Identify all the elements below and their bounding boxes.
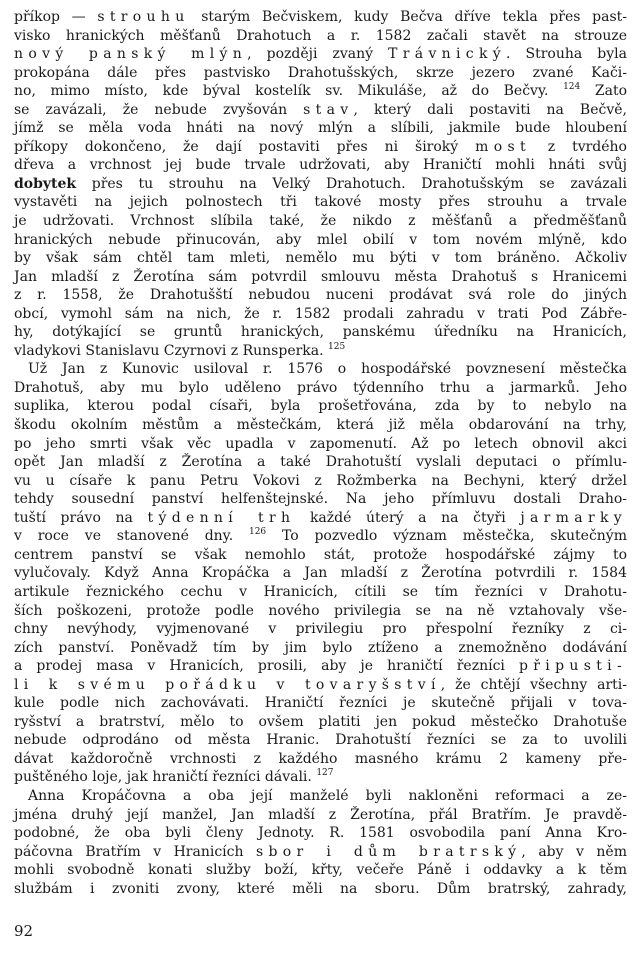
text-segment: suplika, kterou podal císaři, byla prošetřována, zda by to nebylo na xyxy=(14,398,627,415)
text-segment: z r. 1558, že Drahotušští nebudou nuceni prodávat svá role do jiných xyxy=(14,287,627,304)
text-segment: , později zvaný xyxy=(247,46,389,63)
text-segment: a prodej masa v Hranicích, prosili, aby je hraničtí řezníci xyxy=(14,658,519,675)
text-line xyxy=(14,453,627,472)
text-line xyxy=(14,323,627,342)
text-line xyxy=(14,843,627,862)
text-line xyxy=(14,193,627,212)
text-segment: vu u císaře k panu Petru Vokovi z Rožmberka na Bechyni, který držel xyxy=(14,472,627,489)
emphasized-text: sbor i dům bratrský xyxy=(255,843,522,860)
text-segment: no, mimo místo, kde býval kostelík sv. Mikuláše, až do Bečvy. xyxy=(14,83,564,100)
text-segment: nebude odprodáno od města Hranic. Drahotuští řezníci se za to uvolili xyxy=(14,732,627,749)
text-segment: Jan mladší z Žerotína sám potvrdil smlouvu města Drahotuš s Hranicemi xyxy=(14,268,627,285)
text-line xyxy=(14,212,627,231)
text-line xyxy=(14,305,627,324)
text-segment: dřeva a vrchnost jej bude trvale udržovati, aby Hraničtí mohli hnáti svůj xyxy=(14,157,627,174)
page-number: 92 xyxy=(14,922,34,940)
text-line xyxy=(14,806,627,825)
emphasized-text: stav xyxy=(303,101,354,118)
text-segment: hy, dotýkající se gruntů hranických, panskému úředníku na Hranicích, xyxy=(14,324,627,341)
text-segment: , který dali postaviti na Bečvě, xyxy=(353,101,627,118)
emphasized-text: strouhu xyxy=(97,9,190,25)
text-segment: ryšství a bratrství, mělo to ovšem platiti jen pokud městečko Drahotuše xyxy=(14,713,627,730)
footnote-reference: 125 xyxy=(328,341,346,352)
text-line xyxy=(14,101,627,120)
text-line xyxy=(14,286,627,305)
text-line xyxy=(14,620,627,639)
text-line xyxy=(14,676,627,695)
text-line xyxy=(14,342,627,361)
text-segment: páčovna Bratřím v Hranicích xyxy=(14,843,256,860)
emphasized-text: připusti- xyxy=(518,658,627,675)
text-segment: Zato xyxy=(580,83,627,100)
text-segment: centrem panství se však nemohlo stát, protože hospodářské zájmy to xyxy=(14,546,627,563)
text-segment: obcí, vymohl sám na nich, že r. 1582 prodali zahradu v trati Pod Zábře- xyxy=(14,305,627,322)
text-segment: kule podle nich zachovávati. Hraničtí řezníci je skutečně přijali v tova- xyxy=(14,695,627,712)
text-line xyxy=(14,527,627,546)
emphasized-text: li k svému pořádku v tovaryšství xyxy=(14,676,441,693)
text-segment: vylučovaly. Když Anna Kropáčka a Jan mladší z Žerotína potvrdili r. 1584 xyxy=(14,565,627,582)
text-line xyxy=(14,490,627,509)
text-segment: příkop — xyxy=(14,9,98,25)
text-segment: jímž se měla voda hnáti na nový mlýn a slíbili, jakmile bude hloubení xyxy=(14,120,627,137)
text-line xyxy=(14,472,627,491)
text-segment: hranických nebude přinucován, aby mlel obilí v tom novém mlýně, kdo xyxy=(14,231,627,248)
emphasized-text: týdenní trh xyxy=(147,509,296,526)
emphasized-text: Trávnický xyxy=(388,46,507,63)
text-segment: dávat každoročně vrchnosti z každého masného krámu 2 kameny pře- xyxy=(14,750,627,767)
text-segment: , aby v něm xyxy=(521,843,627,860)
text-segment: vladykovi Stanislavu Czyrnovi z Runsperka. xyxy=(14,342,329,359)
text-line xyxy=(14,82,627,101)
text-line xyxy=(14,156,627,175)
text-line xyxy=(14,397,627,416)
text-line xyxy=(14,64,627,83)
text-line xyxy=(14,379,627,398)
text-segment: tehdy sousední panství helfenštejnské. Na jeho přímluvu dostali Draho- xyxy=(14,491,627,508)
text-segment: tuští právo na xyxy=(14,509,148,526)
text-segment: Anna Kropáčovna a oba její manželé byli nakloněni reformaci a ze- xyxy=(28,787,627,804)
text-segment: službám i zvoniti zvony, které měli na sboru. Dům bratrský, zahrady, xyxy=(14,880,627,897)
text-line xyxy=(14,435,627,454)
text-line xyxy=(14,175,627,194)
emphasized-text: jarmarky xyxy=(520,509,627,526)
text-line xyxy=(14,602,627,621)
emphasized-text: most xyxy=(475,138,531,155)
text-segment: každé úterý a na čtyři xyxy=(295,509,521,526)
text-line xyxy=(14,8,627,27)
text-segment: , že chtějí všechny arti- xyxy=(440,676,627,693)
text-segment: Už Jan z Kunovic usiloval r. 1576 o hospodářské povznesení městečka xyxy=(28,361,627,378)
text-segment: v roce ve stanovené dny. xyxy=(14,528,249,545)
text-segment: starým Bečviskem, kudy Bečva dříve tekla přes past- xyxy=(189,9,627,25)
text-segment: artikule řeznického cechu v Hranicích, cítili se tím řezníci v Drahotu- xyxy=(14,583,627,600)
text-line xyxy=(14,861,627,880)
text-line xyxy=(14,713,627,732)
text-segment: podobné, že oba byli členy Jednoty. R. 1581 osvobodila paní Anna Kro- xyxy=(14,825,627,842)
text-line xyxy=(14,249,627,268)
text-line xyxy=(14,639,627,658)
text-line xyxy=(14,509,627,528)
text-segment: dobytek xyxy=(14,175,77,192)
text-segment: puštěného loje, jak hraničtí řezníci dávali. xyxy=(14,769,317,786)
text-segment: ších poškozeni, protože podle nového privilegia se na ně vztahovaly vše- xyxy=(14,602,627,619)
text-segment: by však sám chtěl tam mleti, nemělo mu býti v tom bráněno. Ačkoliv xyxy=(14,250,627,267)
text-segment: chny nevýhody, vyjmenované v privilegiu pro přespolní řezníky z ci- xyxy=(14,621,627,638)
text-segment: vystavěti na jejich polnostech tři takové mosty přes strouhu a trvale xyxy=(14,194,627,211)
text-segment: je udržovati. Vrchnost slíbila také, že nikdo z měšťanů a předměšťanů xyxy=(14,213,627,230)
footnote-reference: 126 xyxy=(248,527,267,538)
text-line xyxy=(14,694,627,713)
text-line xyxy=(14,138,627,157)
text-segment: opět Jan mladší z Žerotína a také Drahotuští vyslali deputaci o přímlu- xyxy=(14,454,627,471)
text-line xyxy=(14,880,627,899)
text-segment: prokopána dále přes pastvisko Drahotušských, skrze jezero zvané Kači- xyxy=(14,64,627,81)
text-line xyxy=(14,768,627,787)
text-line xyxy=(14,750,627,769)
text-segment: škodu okolním městům a městečkám, která již měla obdarování na trhy, xyxy=(14,417,627,434)
footnote-reference: 124 xyxy=(563,82,581,93)
footnote-reference: 127 xyxy=(316,768,334,779)
text-segment: Drahotuš, aby mu bylo uděleno právo týdenního trhu a jarmarků. Jeho xyxy=(14,379,627,396)
text-line xyxy=(14,231,627,250)
text-segment: z tvrdého xyxy=(530,138,627,155)
text-line xyxy=(14,583,627,602)
text-segment: zích panství. Poněvadž tím by jim bylo ztíženo a znemožněno dodávání xyxy=(14,639,627,656)
text-segment: příkopy dokončeno, že dají postaviti přes ni široký xyxy=(14,138,476,155)
text-line xyxy=(14,546,627,565)
text-line xyxy=(14,657,627,676)
text-segment: . Strouha byla xyxy=(506,46,627,63)
text-segment: mohli svobodně konati služby boží, křty, večeře Páně i oddavky a k těm xyxy=(14,862,627,879)
text-line xyxy=(14,824,627,843)
text-line xyxy=(14,119,627,138)
text-segment: po jeho smrti však věc upadla v zapomenutí. Až po letech obnovil akci xyxy=(14,435,627,452)
text-segment: jména druhý její manžel, Jan mladší z Žerotína, přál Bratřím. Je pravdě- xyxy=(14,806,627,823)
text-line xyxy=(14,564,627,583)
text-segment: přes tu strouhu na Velký Drahotuch. Drahotušským se zavázali xyxy=(76,175,627,192)
text-line xyxy=(14,787,627,806)
text-segment: se zavázali, že nebude zvyšován xyxy=(14,101,304,118)
text-line xyxy=(14,27,627,46)
emphasized-text: nový panský mlýn xyxy=(14,46,248,63)
text-line xyxy=(14,268,627,287)
page-body-text xyxy=(14,8,627,898)
text-line xyxy=(14,416,627,435)
text-segment: To pozvedlo význam městečka, skutečným xyxy=(266,528,627,545)
text-segment: visko hranických měšťanů Drahotuch a r. 1582 začali stavět na strouze xyxy=(14,27,627,44)
text-line xyxy=(14,45,627,64)
text-line xyxy=(14,731,627,750)
text-line xyxy=(14,360,627,379)
